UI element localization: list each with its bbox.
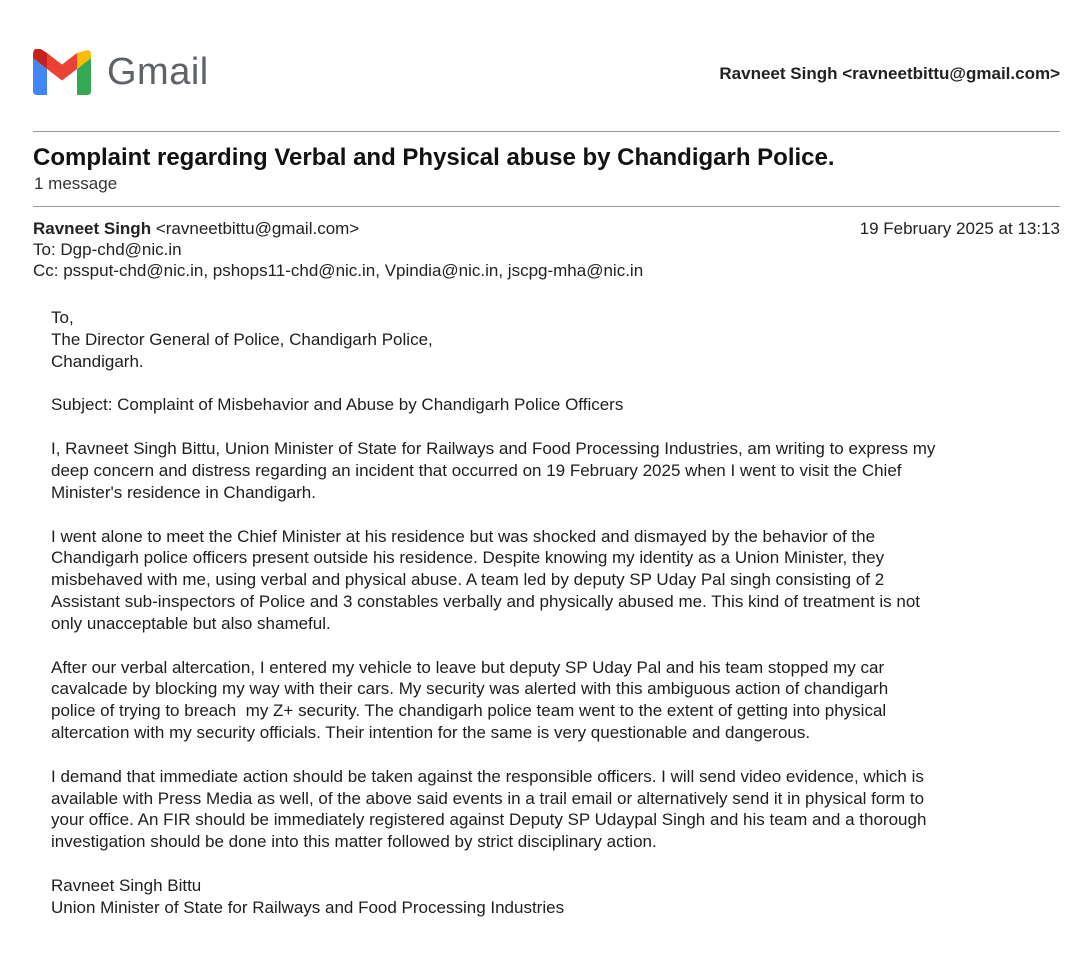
paragraph-1-line: I, Ravneet Singh Bittu, Union Minister of State for Railways and Food Processing Industries, am writing to express my: [51, 439, 936, 459]
signature-name: Ravneet Singh Bittu: [51, 875, 202, 895]
address-line: The Director General of Police, Chandigarh Police,: [51, 329, 433, 349]
paragraph-1-line: deep concern and distress regarding an incident that occurred on 19 February 2025 when I went to visit the Chief: [51, 460, 902, 480]
paragraph-2-line: misbehaved with me, using verbal and physical abuse. A team led by deputy SP Uday Pal singh consisting of 2: [51, 570, 885, 590]
divider: [33, 206, 1060, 207]
message-header: [33, 218, 1060, 281]
gmail-m-icon: [33, 49, 91, 95]
header: [33, 48, 1060, 100]
divider: [33, 131, 1060, 132]
paragraph-3-line: After our verbal altercation, I entered my vehicle to leave but deputy SP Uday Pal and his team stopped my car: [51, 657, 885, 677]
paragraph-2-line: only unacceptable but also shameful.: [51, 613, 331, 633]
signature-title: Union Minister of State for Railways and Food Processing Industries: [51, 897, 565, 917]
paragraph-2-line: Assistant sub-inspectors of Police and 3 constables verbally and physically abused me. This kind of treatment is not: [51, 591, 921, 611]
paragraph-3-line: police of trying to breach my Z+ security. The chandigarh police team went to the extent of getting into physical: [51, 701, 887, 721]
sender-name[interactable]: Ravneet Singh: [33, 219, 152, 238]
thread-subject: Complaint regarding Verbal and Physical abuse by Chandigarh Police.: [33, 144, 835, 171]
to-line: To: Dgp-chd@nic.in: [33, 240, 182, 259]
paragraph-2-line: Chandigarh police officers present outside his residence. Despite knowing my identity as a Union Minister, they: [51, 548, 885, 568]
paragraph-1-line: Minister's residence in Chandigarh.: [51, 482, 316, 502]
gmail-wordmark: Gmail: [107, 51, 209, 93]
sender-email[interactable]: <ravneetbittu@gmail.com>: [155, 219, 360, 238]
paragraph-4-line: your office. An FIR should be immediately registered against Deputy SP Udaypal Singh and his team and a thorough: [51, 810, 927, 830]
account-email: Ravneet Singh <ravneetbittu@gmail.com>: [719, 64, 1060, 83]
cc-line: Cc: pssput-chd@nic.in, pshops11-chd@nic.in, Vpindia@nic.in, jscpg-mha@nic.in: [33, 261, 644, 280]
paragraph-4-line: available with Press Media as well, of the above said events in a trail email or alternatively send it in physical form to: [51, 788, 925, 808]
paragraph-3-line: altercation with my security officials. Their intention for the same is very questionable and dangerous.: [51, 722, 811, 742]
message-body: [51, 307, 1061, 919]
address-line: To,: [51, 308, 74, 327]
gmail-logo[interactable]: [33, 48, 209, 96]
message-count: 1 message: [34, 174, 118, 193]
address-line: Chandigarh.: [51, 351, 144, 371]
paragraph-3-line: cavalcade by blocking my way with their cars. My security was alerted with this ambiguous action of chandigarh: [51, 679, 889, 699]
paragraph-4-line: I demand that immediate action should be taken against the responsible officers. I will send video evidence, which is: [51, 766, 924, 786]
paragraph-4-line: investigation should be done into this matter followed by strict disciplinary action.: [51, 832, 657, 852]
message-date: 19 February 2025 at 13:13: [859, 219, 1060, 238]
letter-subject: Subject: Complaint of Misbehavior and Abuse by Chandigarh Police Officers: [51, 395, 624, 415]
paragraph-2-line: I went alone to meet the Chief Minister at his residence but was shocked and dismayed by the behavior of the: [51, 526, 876, 546]
